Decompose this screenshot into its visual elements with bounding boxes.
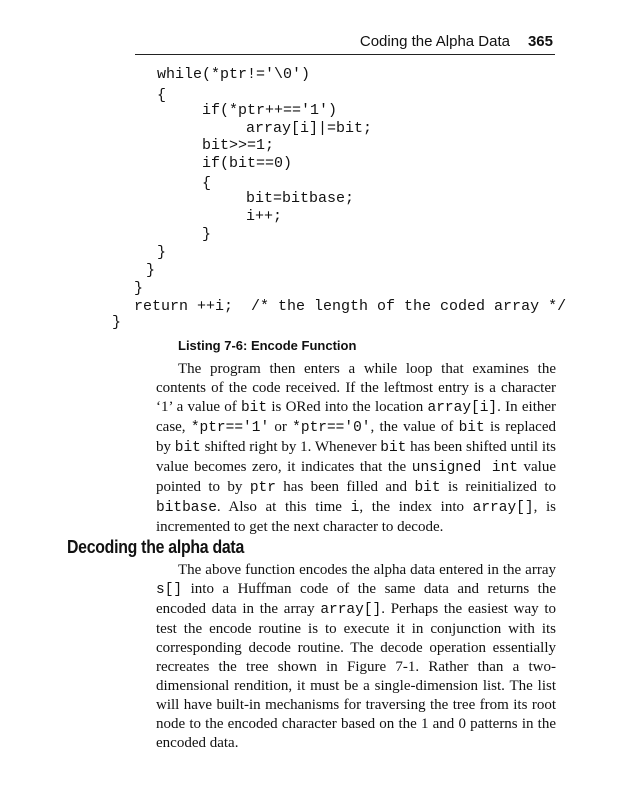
inline-code: *ptr=='0': [292, 420, 371, 436]
inline-code: bitbase: [156, 500, 217, 516]
inline-code: bit: [240, 400, 268, 416]
body-paragraph: The program then enters a while loop that examines the contents of the code received. If the leftmost entry is a character ‘1’ a value of bit is ORed into the location array[i]. In either case, *ptr=='1' or *ptr=='0', the value of bit is replaced by bit shifted right by 1. Whenever bit has been shifted until its value becomes zero, it indicates that the unsigned int value pointed to by ptr has been filled and bit is reinitialized to bitbase. Also at this time i, the index into array[], is incremented to get the next character to decode.: [156, 361, 557, 535]
code-line: while(*ptr!='\0'): [157, 66, 311, 83]
header-rule: [135, 54, 555, 55]
inline-code: array[]: [320, 602, 382, 618]
running-head: Coding the Alpha Data: [359, 33, 510, 50]
code-line: {: [202, 175, 212, 192]
inline-code: i: [350, 500, 360, 516]
code-line: bit>>=1;: [202, 137, 275, 154]
page-number: 365: [527, 33, 553, 50]
listing-caption: Listing 7-6: Encode Function: [178, 338, 357, 353]
code-line: }: [112, 314, 122, 331]
code-line: {: [157, 87, 167, 104]
inline-code: bit: [380, 440, 407, 456]
inline-code: ptr: [249, 480, 276, 496]
inline-code: bit: [174, 440, 201, 456]
code-line: }: [157, 244, 167, 261]
section-heading: Decoding the alpha data: [67, 537, 245, 557]
inline-code: bit: [458, 420, 485, 436]
code-line: }: [202, 226, 212, 243]
code-line: }: [146, 262, 156, 279]
code-line: if(bit==0): [202, 155, 293, 172]
inline-code: *ptr=='1': [190, 420, 270, 436]
code-line: return ++i; /* the length of the coded array */: [134, 298, 567, 315]
inline-code: array[i]: [427, 400, 498, 416]
code-line: i++;: [246, 208, 283, 225]
inline-code: s[]: [156, 582, 183, 598]
body-paragraph: The above function encodes the alpha data entered in the array s[] into a Huffman code of the same data and returns the encoded data in the array array[]. Perhaps the easiest way to test the encode routine is to execute it in conjunction with its corresponding decode routine. The decode operation essentially recreates the tree shown in Figure 7-1. Rather than a two-dimensional rendition, it must be a single-dimension list. The list will have built-in mechanisms for traversing the tree from its root node to the encoded character based on the 1 and 0 patterns in the encoded data.: [156, 562, 556, 751]
page-header: [0, 30, 620, 54]
inline-code: bit: [414, 480, 441, 496]
code-line: array[i]|=bit;: [246, 120, 373, 137]
code-line: }: [134, 280, 144, 297]
inline-code: unsigned int: [411, 460, 518, 476]
inline-code: array[]: [472, 500, 534, 516]
code-line: bit=bitbase;: [246, 190, 355, 207]
code-line: if(*ptr++=='1'): [202, 102, 338, 119]
